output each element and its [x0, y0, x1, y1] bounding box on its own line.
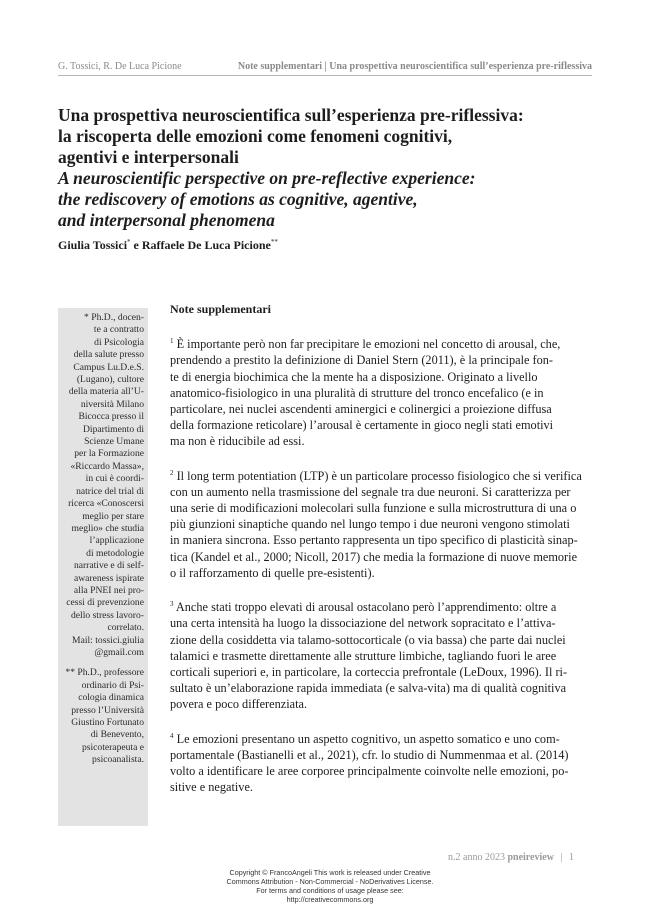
author-footnote-mark: ** — [270, 238, 278, 246]
author-note-1 — [60, 312, 144, 659]
footnote-line — [170, 352, 598, 368]
footnote-line — [170, 632, 598, 648]
footnote-text: particolare, nei nuclei ascendenti aminergici e colinergici a proiezione diffusa — [170, 401, 552, 416]
footnote-line — [170, 333, 598, 352]
author-note-line: di metodologie — [86, 547, 144, 559]
author-note-line: psicoterapeuta e — [81, 741, 144, 753]
footnote-text: Anche stati troppo elevati di arousal ostacolano però l’apprendimento: oltre a — [175, 600, 557, 615]
footnote-text: te di energia biochimica che la mente ha a disposizione. Originato a livello — [170, 369, 538, 384]
author-name: Raffaele De Luca Picione — [141, 238, 271, 252]
footnote-text: volto a identificare le aree corporee principalmente coinvolte nelle emozioni, po- — [170, 764, 569, 779]
footnote-text: È importante però non far precipitare le emozioni nel concetto di arousal, che, — [176, 337, 561, 352]
author-note-line: per la Formazione — [74, 448, 144, 460]
author-note-line: * Ph.D., docen- — [84, 312, 144, 323]
author-note-line: presso l’Università — [71, 704, 144, 716]
author-name: Giulia Tossici — [58, 238, 128, 252]
footnote-3 — [170, 596, 598, 713]
footnote-text: portamentale (Bastianelli et al., 2021), cfr. lo studio di Nummenmaa et al. (2014) — [170, 747, 569, 762]
footnote-text: prendendo a prestito la definizione di Daniel Stern (2011), è la principale fon- — [170, 353, 554, 368]
footnote-line — [170, 433, 598, 449]
author-note-line: cologia dinamica — [78, 692, 144, 704]
author-note-line: meglio» che studia — [71, 522, 144, 534]
english-title-line: the rediscovery of emotions as cognitive, agentive, — [58, 189, 418, 209]
author-note-line: «Riccardo Massa», — [70, 460, 144, 472]
author-note-line: meglio per stare — [82, 510, 144, 522]
author-note-line: te a contratto — [93, 324, 144, 336]
english-title-line: A neuroscientific perspective on pre-reflective experience: — [58, 168, 476, 188]
author-note-line: awareness ispirate — [73, 572, 144, 584]
author-note-line: narrative e di self- — [73, 560, 144, 572]
footnote-line — [170, 549, 598, 565]
page-number: 1 — [568, 852, 574, 863]
footnote-text: sitive e negative. — [170, 780, 253, 795]
footnote-line — [170, 565, 598, 581]
author-note-line: Campus Lu.D.e.S. — [73, 361, 144, 373]
footnote-4 — [170, 728, 598, 796]
footnote-text: zione della cosiddetta via talamo-sottocorticale (o via bassa) che parte dai nuclei — [170, 632, 566, 647]
footnote-line — [170, 696, 598, 712]
author-note-line: Giustino Fortunato — [71, 717, 144, 728]
author-note-line: Bicocca presso il — [78, 411, 144, 423]
author-note-line: correlato. — [107, 622, 144, 634]
footnote-text: Il long term potentiation (LTP) è un particolare processo fisiologico che si verifica — [176, 468, 582, 483]
footnote-line — [170, 664, 598, 680]
copyright-line: Copyright © FrancoAngeli This work is released under Creative — [229, 868, 431, 877]
italian-title-line: Una prospettiva neuroscientifica sull’esperienza pre-riflessiva: — [58, 105, 524, 125]
author-note-line: Mail: tossici.giulia — [72, 634, 144, 646]
footnote-text: anatomico-fisiologico in una pluralità di strutture del tronco encefalico (e in — [170, 385, 544, 400]
footnote-line — [170, 401, 598, 417]
author-note-line: @gmail.com — [94, 646, 144, 658]
author-notes-sidebar — [58, 308, 148, 826]
copyright-line: http://creativecommons.org — [286, 895, 374, 904]
notes-list — [170, 333, 598, 795]
author-note-line: niversità Milano — [80, 398, 144, 410]
footnote-number: 4 — [170, 731, 174, 740]
author-note-line: ordinario di Psi- — [81, 679, 144, 691]
footnote-2 — [170, 465, 598, 582]
section-title: Note supplementari — [170, 302, 271, 316]
italian-title-line: la riscoperta delle emozioni come fenomeni cognitivi, — [58, 126, 453, 146]
author-note-line: (Lugano), cultore — [76, 374, 144, 386]
footnote-text: una serie di modificazioni molecolari sulla funzione e sulla microstruttura di una o — [170, 501, 577, 516]
author-footnote-mark: * — [127, 238, 131, 246]
footnote-text: talamici e trasmette direttamente alle strutture limbiche, tagliando fuori le aree — [170, 648, 557, 663]
footnote-text: con un aumento nella trasmissione del segnale tra due neuroni. Si caratterizza per — [170, 484, 571, 499]
english-title-line: and interpersonal phenomena — [58, 210, 275, 230]
footnote-number: 1 — [170, 337, 174, 345]
footnote-text: o il rafforzamento di quelle pre-esistenti). — [170, 565, 375, 580]
footnote-line — [170, 747, 598, 763]
author-note-line: ricerca «Conoscersi — [68, 498, 144, 510]
footnote-line — [170, 500, 598, 516]
copyright-line: For terms and conditions of usage please see: — [256, 886, 404, 895]
footnote-line — [170, 615, 598, 631]
footnote-line — [170, 465, 598, 484]
sidebar-spacer — [60, 659, 144, 667]
author-note-line: Scienze Umane — [84, 436, 144, 448]
author-note-line: natrice del trial di — [76, 485, 144, 497]
footnote-text: corticali superiori e, in particolare, la corteccia prefrontale (LeDoux, 1996). Il ri- — [170, 664, 568, 679]
header-rule — [58, 75, 592, 76]
running-head-authors: G. Tossici, R. De Luca Picione — [58, 61, 182, 72]
footnote-text: più giunzioni sinaptiche quando nel lungo tempo i due neuroni vengono stimolati — [170, 517, 570, 532]
italian-title-line: agentivi e interpersonali — [58, 147, 239, 167]
footnote-line — [170, 417, 598, 433]
footnote-text: Le emozioni presentano un aspetto cognitivo, un aspetto somatico e uno com- — [176, 731, 560, 746]
issue-label: n.2 anno 2023 — [448, 852, 505, 863]
footnote-line — [170, 763, 598, 779]
author-note-line: in cui è coordi- — [85, 473, 144, 485]
author-note-line: l’applicazione — [89, 535, 144, 547]
author-note-line: di Psicologia — [94, 336, 144, 348]
footnote-text: tica (Kandel et al., 2000; Nicoll, 2017) che media la formazione di nuove memorie — [170, 549, 578, 564]
running-head — [58, 61, 592, 72]
footnote-line — [170, 516, 598, 532]
footnote-text: sultato è un’elaborazione rapida immediata (e salva-vita) ma di qualità cognitiva — [170, 681, 567, 696]
author-note-2 — [60, 667, 144, 766]
page-footer — [448, 852, 574, 863]
footnote-1 — [170, 333, 598, 450]
author-note-line: dello stress lavoro- — [70, 609, 144, 621]
journal-name: pneireview — [507, 852, 554, 863]
footer-separator: | — [560, 852, 563, 863]
footnote-line — [170, 385, 598, 401]
english-title — [58, 168, 603, 231]
footnote-line — [170, 484, 598, 500]
italian-title — [58, 105, 603, 168]
footnote-line — [170, 728, 598, 747]
footnote-line — [170, 648, 598, 664]
article-title — [58, 105, 603, 231]
footnote-text: ma non è riducibile ad essi. — [170, 434, 305, 449]
footnote-text: in maniera sincrona. Esso pertanto rappresenta un tipo specifico di plasticità sinap- — [170, 533, 578, 548]
author-note-line: di Benevento, — [90, 729, 144, 741]
footnote-number: 2 — [170, 468, 174, 477]
author-conjunction: e — [130, 238, 142, 252]
footnote-line — [170, 596, 598, 615]
author-note-line: alla PNEI nei pro- — [73, 584, 144, 596]
footnote-line — [170, 532, 598, 548]
author-note-line: Dipartimento di — [82, 423, 144, 435]
author-line — [58, 238, 278, 253]
author-note-line: cessi di prevenzione — [66, 597, 144, 609]
footnote-text: povera e poco differenziata. — [170, 697, 308, 712]
footnote-line — [170, 779, 598, 795]
running-head-title: Note supplementari | Una prospettiva neuroscientifica sull’esperienza pre-riflessiva — [237, 61, 592, 72]
footnote-line — [170, 369, 598, 385]
footnote-line — [170, 680, 598, 696]
copyright-notice — [170, 868, 490, 904]
main-column — [170, 302, 598, 810]
author-note-line: ** Ph.D., professore — [65, 667, 144, 679]
footnote-text: della formazione reticolare) l’arousal è certamente in gioco negli stati emotivi — [170, 418, 554, 433]
footnote-number: 3 — [170, 600, 174, 609]
author-note-line: psicoanalista. — [92, 754, 144, 766]
footnote-text: una certa intensità ha luogo la dissociazione del network sopracitato e l’attiva- — [170, 616, 556, 631]
author-note-line: della materia all’U- — [68, 386, 144, 398]
author-note-line: della salute presso — [73, 349, 144, 361]
copyright-line: Commons Attribution - Non-Commercial - NoDerivatives License. — [226, 877, 434, 886]
